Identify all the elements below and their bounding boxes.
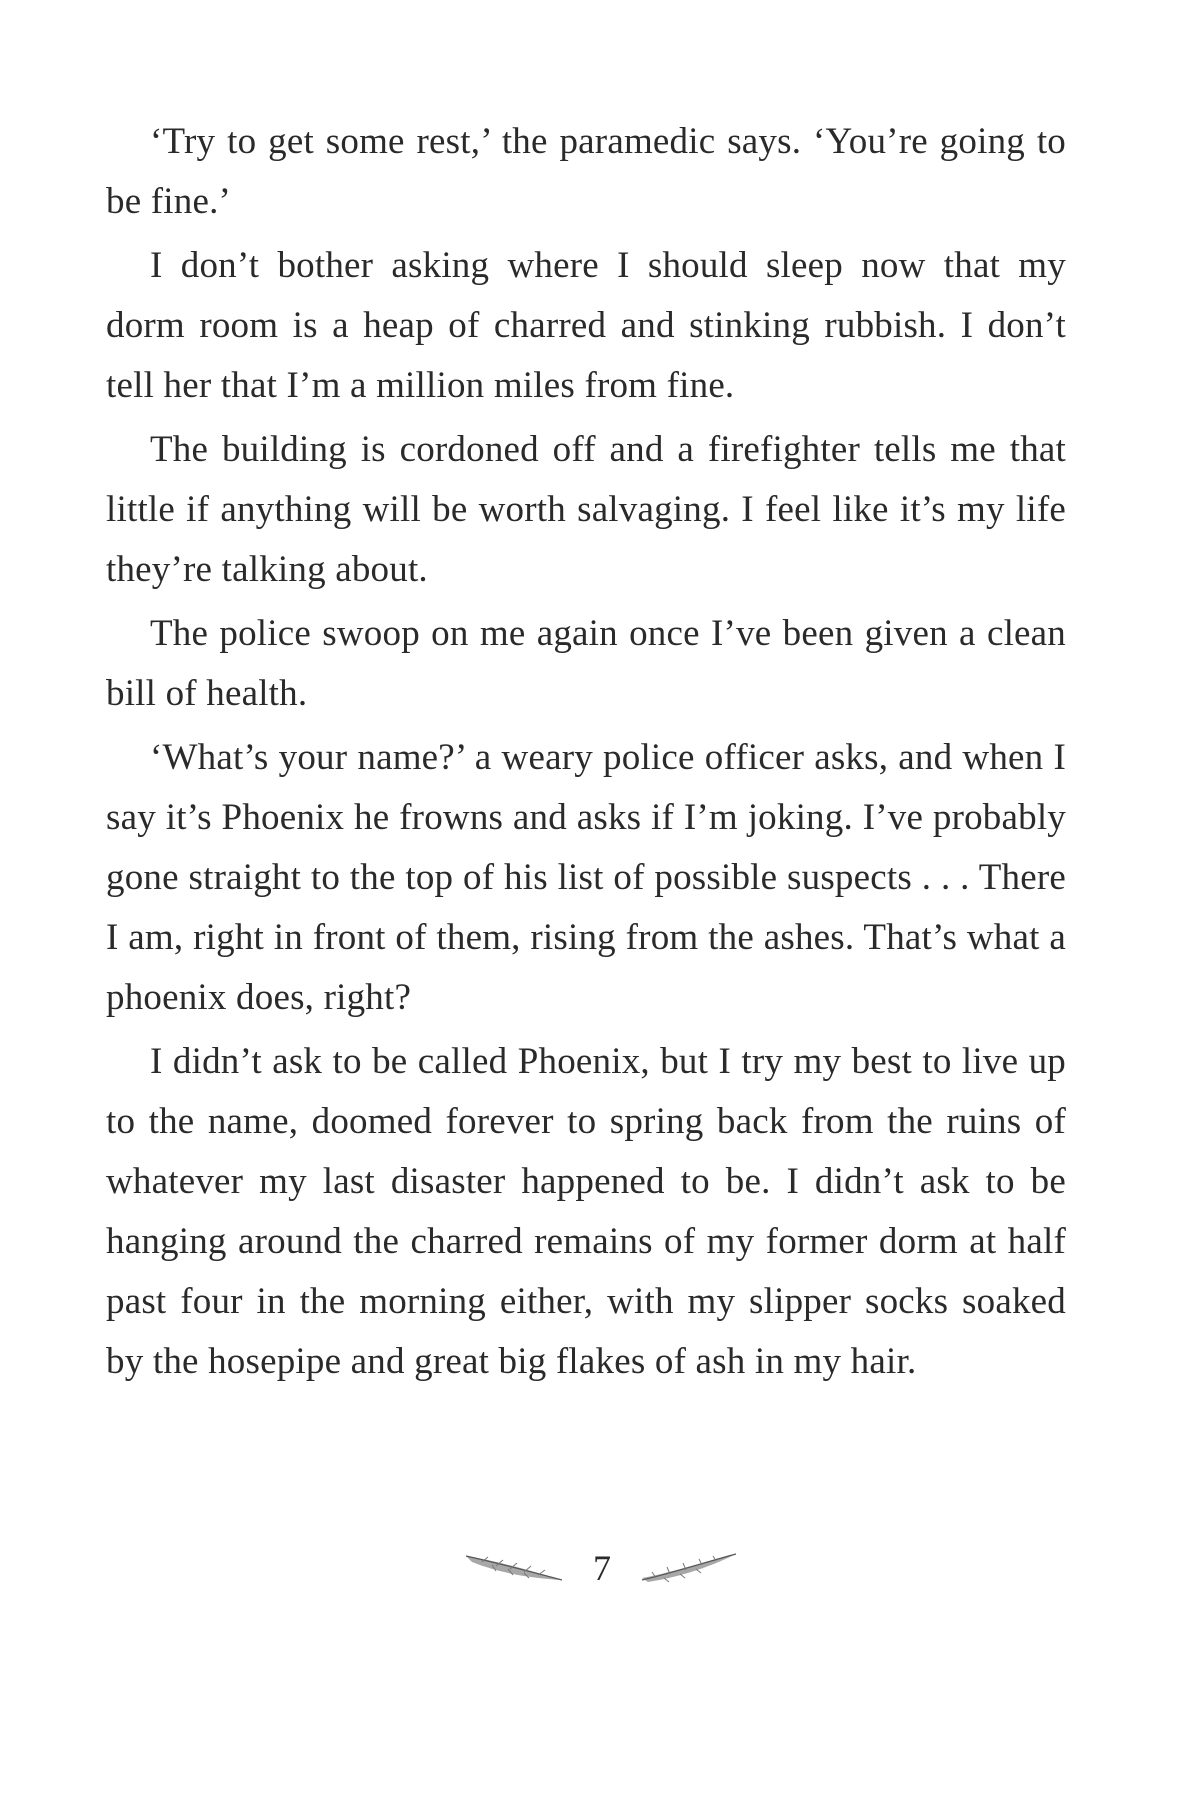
feather-icon: [636, 1548, 742, 1588]
paragraph-3: The building is cordoned off and a firefighter tells me that little if anything will be worth salvaging. I feel like it’s my life they’re talking about.: [106, 429, 1066, 590]
page-footer: [0, 1538, 1204, 1598]
page-number: 7: [593, 1548, 611, 1588]
paragraph-2: I don’t bother asking where I should sleep now that my dorm room is a heap of charred and stinking rubbish. I don’t tell her that I’m a million miles from fine.: [106, 245, 1066, 406]
feather-icon: [462, 1548, 568, 1588]
paragraph-5: ‘What’s your name?’ a weary police officer asks, and when I say it’s Phoenix he frowns and asks if I’m joking. I’ve probably gone straight to the top of his list of possible suspects . . . There I am, right in front of them, rising from the ashes. That’s what a phoenix does, right?: [106, 737, 1066, 1018]
paragraph-6: I didn’t ask to be called Phoenix, but I try my best to live up to the name, doomed forever to spring back from the ruins of whatever my last disaster happened to be. I didn’t ask to be hanging around the charred remains of my former dorm at half past four in the morning either, with my slipper socks soaked by the hosepipe and great big flakes of ash in my hair.: [106, 1041, 1066, 1382]
body-text: [106, 112, 1066, 1392]
paragraph-4: The police swoop on me again once I’ve been given a clean bill of health.: [106, 613, 1066, 714]
paragraph-1: ‘Try to get some rest,’ the paramedic says. ‘You’re going to be fine.’: [106, 121, 1066, 222]
